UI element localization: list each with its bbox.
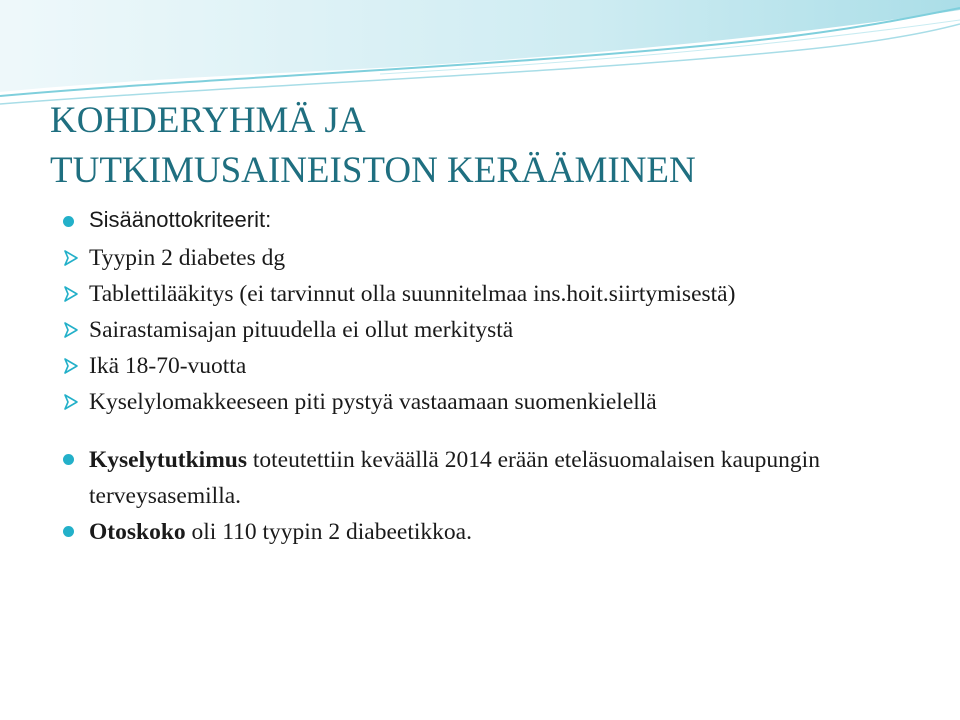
bullet-dot-icon xyxy=(63,216,74,227)
sample-text: oli 110 tyypin 2 diabeetikkoa. xyxy=(185,519,472,545)
bullet-sample xyxy=(62,514,932,550)
arrow-bullet-icon xyxy=(62,249,80,267)
criteria-item-1: Tyypin 2 diabetes dg xyxy=(89,245,286,271)
arrow-bullet-icon xyxy=(62,285,80,303)
bullet-dot-icon xyxy=(63,454,74,465)
list-item xyxy=(62,384,932,420)
arrow-bullet-icon xyxy=(62,393,80,411)
list-item xyxy=(62,276,932,312)
title-line-1: KOHDERYHMÄ JA xyxy=(50,100,366,141)
arrow-bullet-icon xyxy=(62,357,80,375)
bullet-dot-icon xyxy=(63,526,74,537)
criteria-item-4: Ikä 18-70-vuotta xyxy=(89,353,247,379)
survey-text: toteutettiin keväällä 2014 erään eteläsuomalaisen kaupungin terveysasemilla. xyxy=(89,447,820,509)
list-item xyxy=(62,312,932,348)
survey-bold: Kyselytutkimus xyxy=(89,447,247,473)
list-item xyxy=(62,240,932,276)
bullet-criteria xyxy=(62,204,932,240)
criteria-label: Sisäänottokriteerit: xyxy=(89,207,272,232)
slide-title xyxy=(50,96,930,196)
arrow-bullet-icon xyxy=(62,321,80,339)
title-line-2: TUTKIMUSAINEISTON KERÄÄMINEN xyxy=(50,150,696,191)
bullet-survey xyxy=(62,442,932,514)
sample-bold: Otoskoko xyxy=(89,519,186,545)
list-item xyxy=(62,348,932,384)
criteria-item-5: Kyselylomakkeeseen piti pystyä vastaamaan suomenkielellä xyxy=(89,389,657,415)
criteria-item-2: Tablettilääkitys (ei tarvinnut olla suunnitelmaa ins.hoit.siirtymisestä) xyxy=(89,281,736,307)
criteria-item-3: Sairastamisajan pituudella ei ollut merkitystä xyxy=(89,317,514,343)
slide-content xyxy=(62,204,932,550)
